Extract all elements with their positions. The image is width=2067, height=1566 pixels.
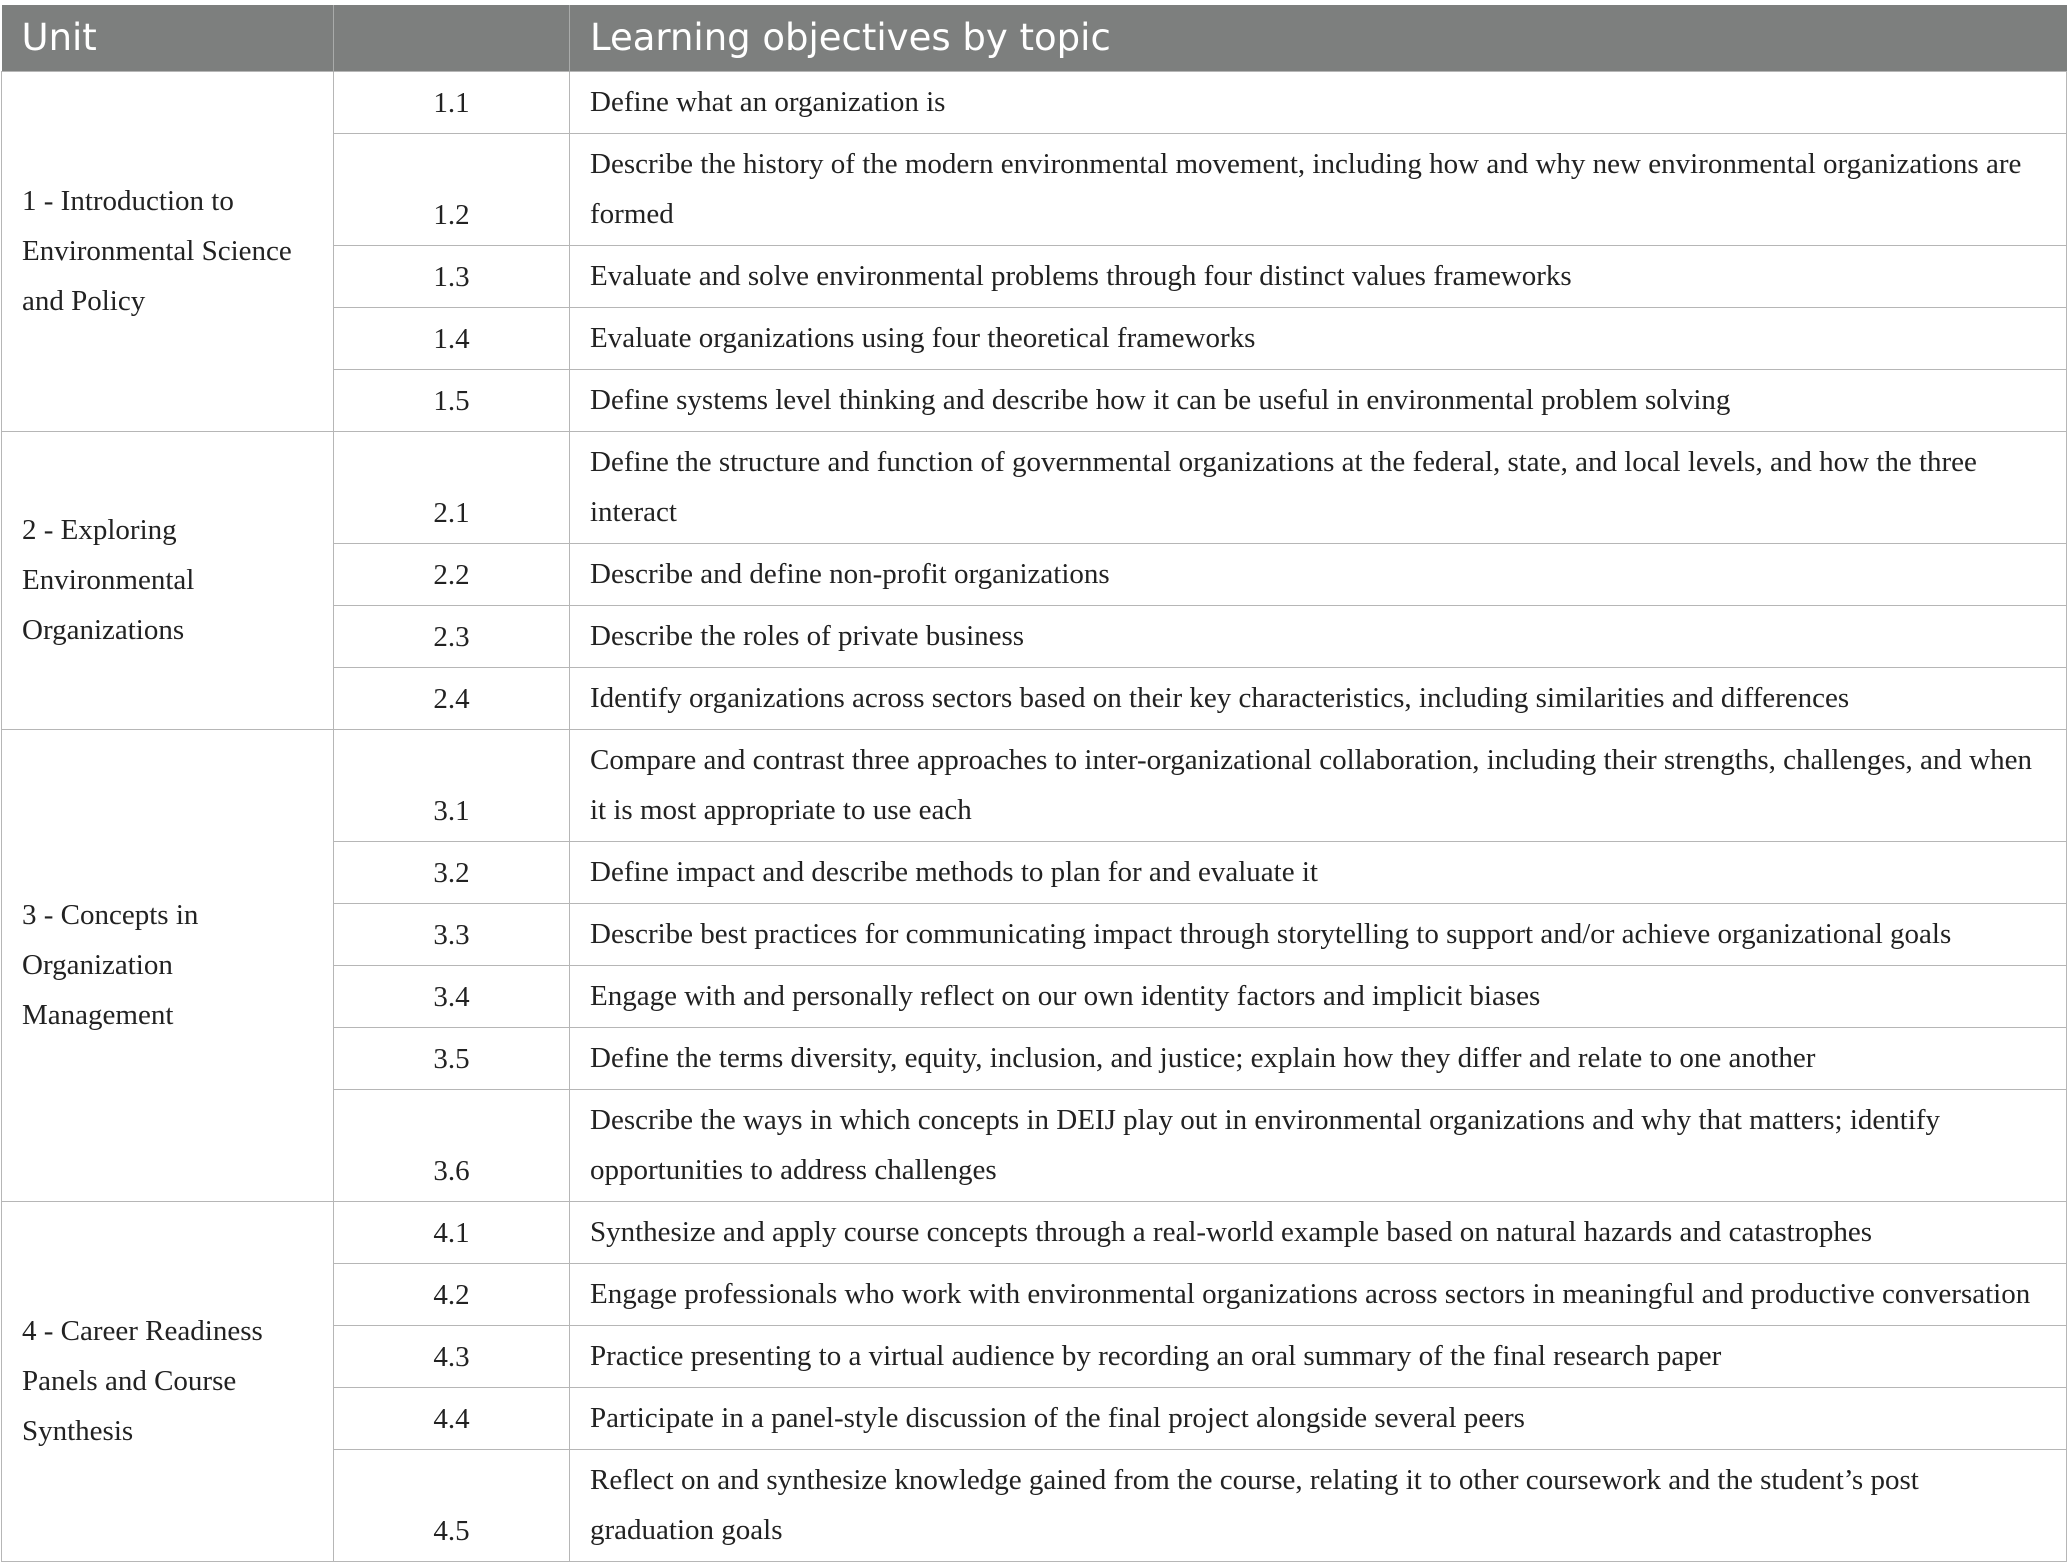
objective-number: 1.1 <box>334 71 570 133</box>
objective-number: 1.2 <box>334 133 570 245</box>
objective-text: Engage professionals who work with environmental organizations across sectors in meaningful and productive conversation <box>570 1263 2067 1325</box>
objective-text: Describe the roles of private business <box>570 605 2067 667</box>
objective-text: Evaluate organizations using four theoretical frameworks <box>570 307 2067 369</box>
table-body <box>2 71 2067 1561</box>
objective-number: 1.5 <box>334 369 570 431</box>
table-row <box>2 729 2067 841</box>
objective-number: 3.2 <box>334 841 570 903</box>
objective-text: Define impact and describe methods to plan for and evaluate it <box>570 841 2067 903</box>
objective-number: 4.3 <box>334 1325 570 1387</box>
objective-number: 4.5 <box>334 1449 570 1561</box>
header-number <box>334 5 570 71</box>
objective-number: 3.6 <box>334 1089 570 1201</box>
header-row <box>2 5 2067 71</box>
objective-number: 1.3 <box>334 245 570 307</box>
learning-objectives-table <box>1 5 2067 1562</box>
objective-text: Define systems level thinking and describe how it can be useful in environmental problem solving <box>570 369 2067 431</box>
objective-text: Define what an organization is <box>570 71 2067 133</box>
objective-number: 2.4 <box>334 667 570 729</box>
objective-number: 2.2 <box>334 543 570 605</box>
learning-objectives-table-container <box>1 5 2066 1562</box>
objective-number: 4.1 <box>334 1201 570 1263</box>
table-row <box>2 71 2067 133</box>
objective-text: Evaluate and solve environmental problems through four distinct values frameworks <box>570 245 2067 307</box>
objective-text: Describe and define non-profit organizations <box>570 543 2067 605</box>
objective-text: Engage with and personally reflect on our own identity factors and implicit biases <box>570 965 2067 1027</box>
objective-text: Describe the history of the modern environmental movement, including how and why new environmental organizations are formed <box>570 133 2067 245</box>
objective-number: 2.1 <box>334 431 570 543</box>
objective-number: 1.4 <box>334 307 570 369</box>
objective-number: 2.3 <box>334 605 570 667</box>
objective-text: Synthesize and apply course concepts through a real-world example based on natural hazards and catastrophes <box>570 1201 2067 1263</box>
objective-text: Describe the ways in which concepts in DEIJ play out in environmental organizations and why that matters; identify opportunities to address challenges <box>570 1089 2067 1201</box>
objective-text: Participate in a panel-style discussion of the final project alongside several peers <box>570 1387 2067 1449</box>
objective-text: Define the structure and function of governmental organizations at the federal, state, and local levels, and how the three interact <box>570 431 2067 543</box>
objective-number: 3.1 <box>334 729 570 841</box>
objective-number: 4.4 <box>334 1387 570 1449</box>
objective-number: 3.4 <box>334 965 570 1027</box>
objective-text: Describe best practices for communicating impact through storytelling to support and/or achieve organizational goals <box>570 903 2067 965</box>
header-unit: Unit <box>2 5 334 71</box>
header-objectives: Learning objectives by topic <box>570 5 2067 71</box>
unit-title-cell: 2 - Exploring Environmental Organizations <box>2 431 334 729</box>
objective-text: Compare and contrast three approaches to inter-organizational collaboration, including their strengths, challenges, and when it is most appropriate to use each <box>570 729 2067 841</box>
objective-number: 3.5 <box>334 1027 570 1089</box>
objective-text: Reflect on and synthesize knowledge gained from the course, relating it to other coursework and the student’s post graduation goals <box>570 1449 2067 1561</box>
objective-text: Define the terms diversity, equity, inclusion, and justice; explain how they differ and relate to one another <box>570 1027 2067 1089</box>
objective-number: 3.3 <box>334 903 570 965</box>
unit-title-cell: 3 - Concepts in Organization Management <box>2 729 334 1201</box>
objective-text: Practice presenting to a virtual audience by recording an oral summary of the final research paper <box>570 1325 2067 1387</box>
unit-title-cell: 1 - Introduction to Environmental Science and Policy <box>2 71 334 431</box>
objective-number: 4.2 <box>334 1263 570 1325</box>
table-header <box>2 5 2067 71</box>
table-row <box>2 431 2067 543</box>
objective-text: Identify organizations across sectors based on their key characteristics, including similarities and differences <box>570 667 2067 729</box>
unit-title-cell: 4 - Career Readiness Panels and Course Synthesis <box>2 1201 334 1561</box>
table-row <box>2 1201 2067 1263</box>
